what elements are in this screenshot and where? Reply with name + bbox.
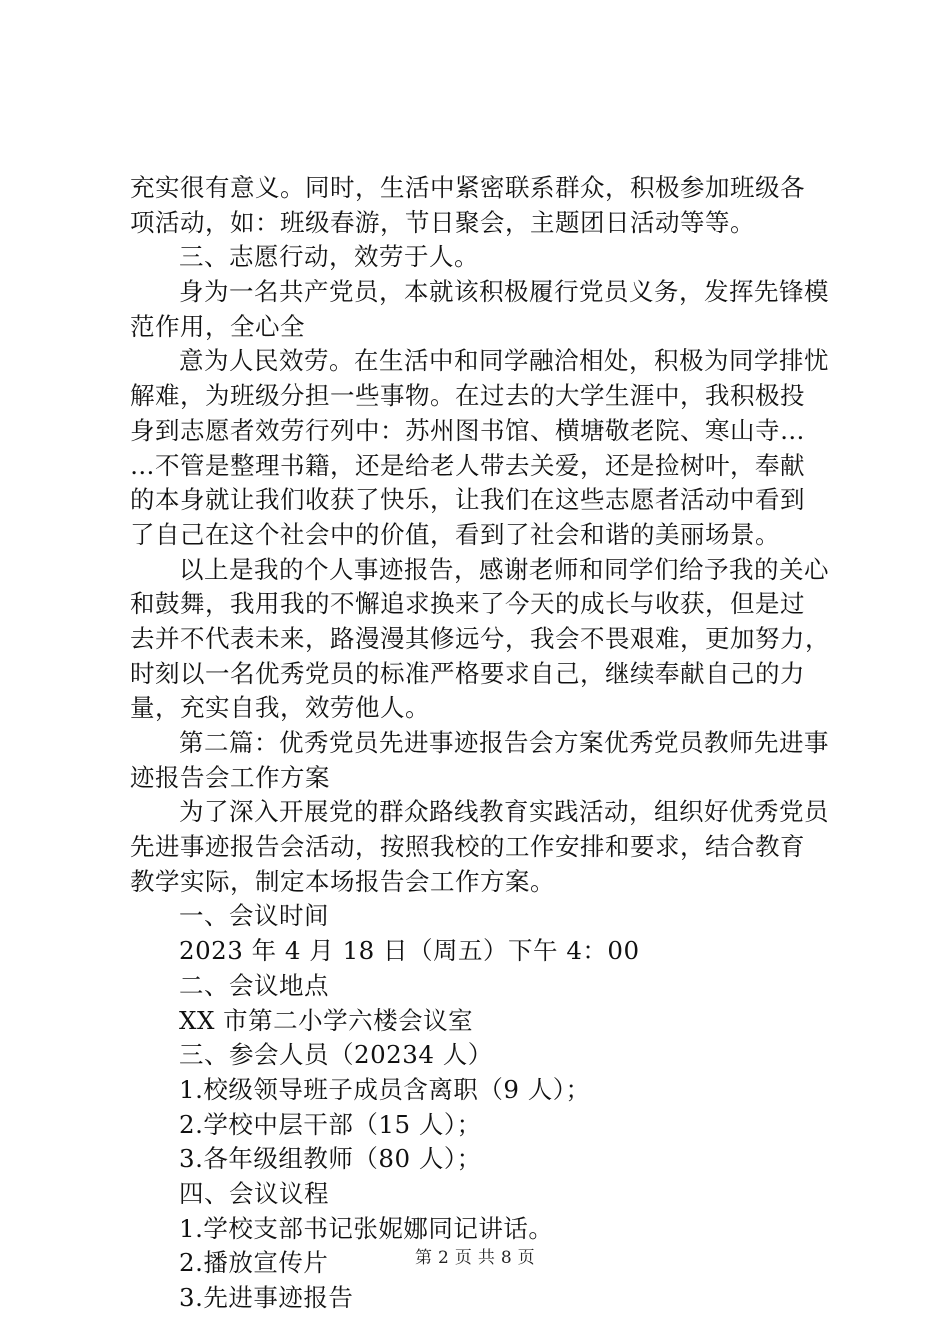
text-line: 1.校级领导班子成员含离职（9 人）；: [179, 1074, 591, 1104]
text-line: 的本身就让我们收获了快乐，让我们在这些志愿者活动中看到: [130, 485, 805, 515]
text-line: 时刻以一名优秀党员的标准严格要求自己，继续奉献自己的力: [130, 658, 805, 688]
text-line: 解难，为班级分担一些事物。在过去的大学生涯中，我积极投: [130, 381, 805, 411]
text-line: XX 市第二小学六楼会议室: [179, 1005, 474, 1035]
text-line: 范作用，全心全: [130, 311, 305, 341]
text-line: 量，充实自我，效劳他人。: [130, 693, 430, 723]
text-line: 和鼓舞，我用我的不懈追求换来了今天的成长与收获，但是过: [130, 589, 805, 619]
text-line: 去并不代表未来，路漫漫其修远兮，我会不畏艰难，更加努力，: [130, 623, 830, 653]
text-line: 2023 年 4 月 18 日（周五）下午 4：00: [179, 936, 640, 966]
text-line: 第二篇：优秀党员先进事迹报告会方案优秀党员教师先进事: [179, 728, 829, 757]
text-line: 二、会议地点: [179, 970, 329, 1000]
text-line: 项活动，如：班级春游，节日聚会，主题团日活动等等。: [130, 207, 755, 237]
text-line: 三、志愿行动，效劳于人。: [179, 242, 479, 272]
text-line: 身为一名共产党员，本就该积极履行党员义务，发挥先锋模: [179, 277, 829, 307]
text-line: 迹报告会工作方案: [130, 762, 330, 792]
page-footer: 第 2 页 共 8 页: [415, 1248, 535, 1268]
text-line: 一、会议时间: [179, 901, 329, 931]
text-line: 充实很有意义。同时，生活中紧密联系群众，积极参加班级各: [130, 173, 805, 202]
text-line: 三、参会人员（20234 人）: [179, 1040, 493, 1070]
text-line: 3.各年级组教师（80 人）；: [179, 1144, 482, 1174]
text-line: 身到志愿者效劳行列中：苏州图书馆、横塘敬老院、寒山寺…: [130, 415, 805, 445]
text-line: 四、会议议程: [179, 1178, 329, 1208]
text-line: 2.学校中层干部（15 人）；: [179, 1109, 482, 1139]
text-line: 先进事迹报告会活动，按照我校的工作安排和要求，结合教育: [130, 832, 805, 862]
text-line: 了自己在这个社会中的价值，看到了社会和谐的美丽场景。: [130, 519, 780, 549]
text-line: 1.学校支部书记张妮娜同记讲话。: [179, 1213, 554, 1243]
text-line: 为了深入开展党的群众路线教育实践活动，组织好优秀党员: [179, 797, 829, 827]
document-body: [130, 171, 830, 1316]
text-line: 教学实际，制定本场报告会工作方案。: [130, 866, 555, 896]
text-line: 以上是我的个人事迹报告，感谢老师和同学们给予我的关心: [179, 554, 829, 584]
text-line: 2.播放宣传片: [179, 1248, 329, 1278]
text-line: 3.先进事迹报告: [179, 1283, 354, 1312]
text-line: …不管是整理书籍，还是给老人带去关爱，还是捡树叶，奉献: [130, 450, 805, 480]
text-line: 意为人民效劳。在生活中和同学融洽相处，积极为同学排忧: [179, 346, 829, 376]
